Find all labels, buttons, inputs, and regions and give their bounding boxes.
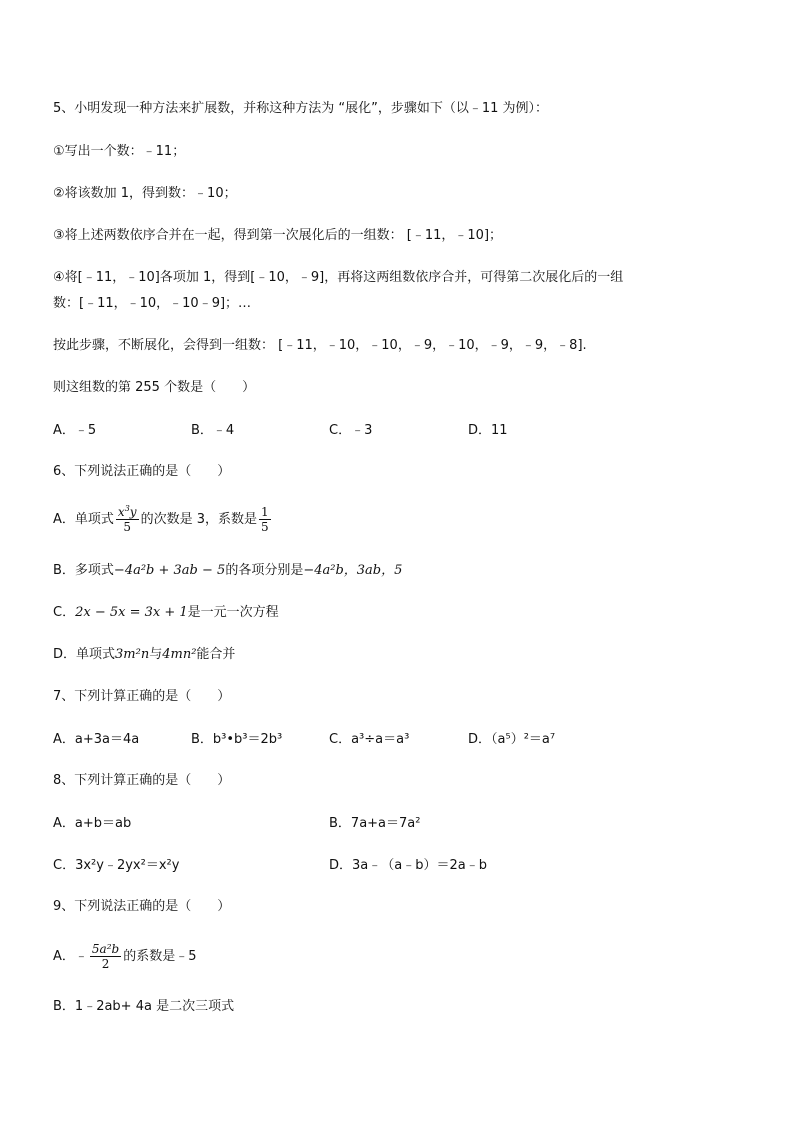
q9-a-num: 5a²b — [91, 942, 120, 956]
q6-a-prefix: A．单项式 — [53, 512, 114, 527]
q5-step1: ①写出一个数：﹣11； — [53, 144, 186, 159]
q6-option-d — [53, 647, 235, 663]
q6-d-prefix: D．单项式 — [53, 647, 116, 662]
q5-stem: 5、小明发现一种方法来扩展数，并称这种方法为 “展化”，步骤如下（以﹣11 为例）： — [53, 101, 549, 116]
q6-a-fraction — [116, 505, 139, 534]
q9-a-fraction — [90, 942, 121, 971]
q6-a-num-exp: 3 — [124, 504, 130, 513]
q6-b-terms: −4a²b，3ab，5 — [303, 563, 403, 578]
q9-option-a — [53, 940, 196, 974]
q5-question: 则这组数的第 255 个数是（ ） — [53, 380, 256, 395]
q9-a-den: 2 — [101, 957, 110, 971]
q6-c-suffix: 是一元一次方程 — [187, 605, 279, 620]
q6-option-b — [53, 563, 402, 579]
q6-a-num-var: y — [129, 505, 137, 519]
q6-b-middle: 的各项分别是 — [225, 563, 304, 578]
q6-a-coef-num: 1 — [260, 505, 269, 519]
q6-c-prefix: C． — [53, 605, 76, 620]
q6-a-coef-fraction — [259, 505, 271, 534]
q5-step3: ③将上述两数依序合并在一起，得到第一次展化后的一组数： [﹣11，﹣10]； — [53, 228, 503, 243]
q7-stem: 7、下列计算正确的是（ ） — [53, 689, 231, 704]
q6-c-equation: 2x − 5x = 3x + 1 — [75, 605, 188, 620]
q5-option-d: D．11 — [468, 423, 508, 438]
q6-b-prefix: B．多项式 — [53, 563, 114, 578]
q8-option-a: A．a+b＝ab — [53, 816, 132, 831]
q8-option-b: B．7a+a＝7a² — [329, 816, 421, 831]
q6-a-num-base: x — [117, 505, 125, 519]
q6-a-coef-den: 5 — [260, 520, 269, 534]
q9-a-prefix: A．﹣ — [53, 949, 88, 964]
q7-option-b: B．b³•b³＝2b³ — [191, 732, 283, 747]
q9-option-b: B．1﹣2ab+ 4a 是二次三项式 — [53, 999, 235, 1014]
q6-d-term2: 4mn² — [162, 647, 197, 662]
q7-option-d: D．（a⁵）²＝a⁷ — [468, 732, 556, 747]
q9-a-suffix: 的系数是﹣5 — [123, 949, 197, 964]
q6-d-suffix: 能合并 — [196, 647, 236, 662]
q6-stem: 6、下列说法正确的是（ ） — [53, 464, 231, 479]
q6-d-term1: 3m²n — [115, 647, 150, 662]
q5-option-c: C．﹣3 — [329, 423, 373, 438]
q8-stem: 8、下列计算正确的是（ ） — [53, 773, 231, 788]
q6-option-a — [53, 504, 273, 536]
q7-option-a: A．a+3a＝4a — [53, 732, 140, 747]
q5-step4-line2: 数：[﹣11，﹣10，﹣10﹣9]；… — [53, 296, 252, 311]
q8-option-d: D．3a﹣（a﹣b）＝2a﹣b — [329, 858, 487, 873]
q6-a-middle: 的次数是 3，系数是 — [140, 512, 257, 527]
q5-option-b: B．﹣4 — [191, 423, 235, 438]
q6-b-polynomial: −4a²b + 3ab − 5 — [113, 563, 226, 578]
q6-option-c — [53, 605, 279, 621]
q8-option-c: C．3x²y﹣2yx²＝x²y — [53, 858, 180, 873]
q5-step4-line1: ④将[﹣11，﹣10]各项加 1，得到[﹣10，﹣9]，再将这两组数依序合并，可得第二次展化后的一组 — [53, 270, 624, 285]
q5-continuation: 按此步骤，不断展化，会得到一组数： [﹣11，﹣10，﹣10，﹣9，﹣10，﹣9，﹣9，﹣8]. — [53, 338, 587, 353]
q9-stem: 9、下列说法正确的是（ ） — [53, 899, 231, 914]
q5-step2: ②将该数加 1，得到数：﹣10； — [53, 186, 237, 201]
q7-option-c: C．a³÷a＝a³ — [329, 732, 410, 747]
q6-a-den: 5 — [123, 520, 132, 534]
q5-option-a: A．﹣5 — [53, 423, 97, 438]
q6-d-middle: 与 — [149, 647, 163, 662]
